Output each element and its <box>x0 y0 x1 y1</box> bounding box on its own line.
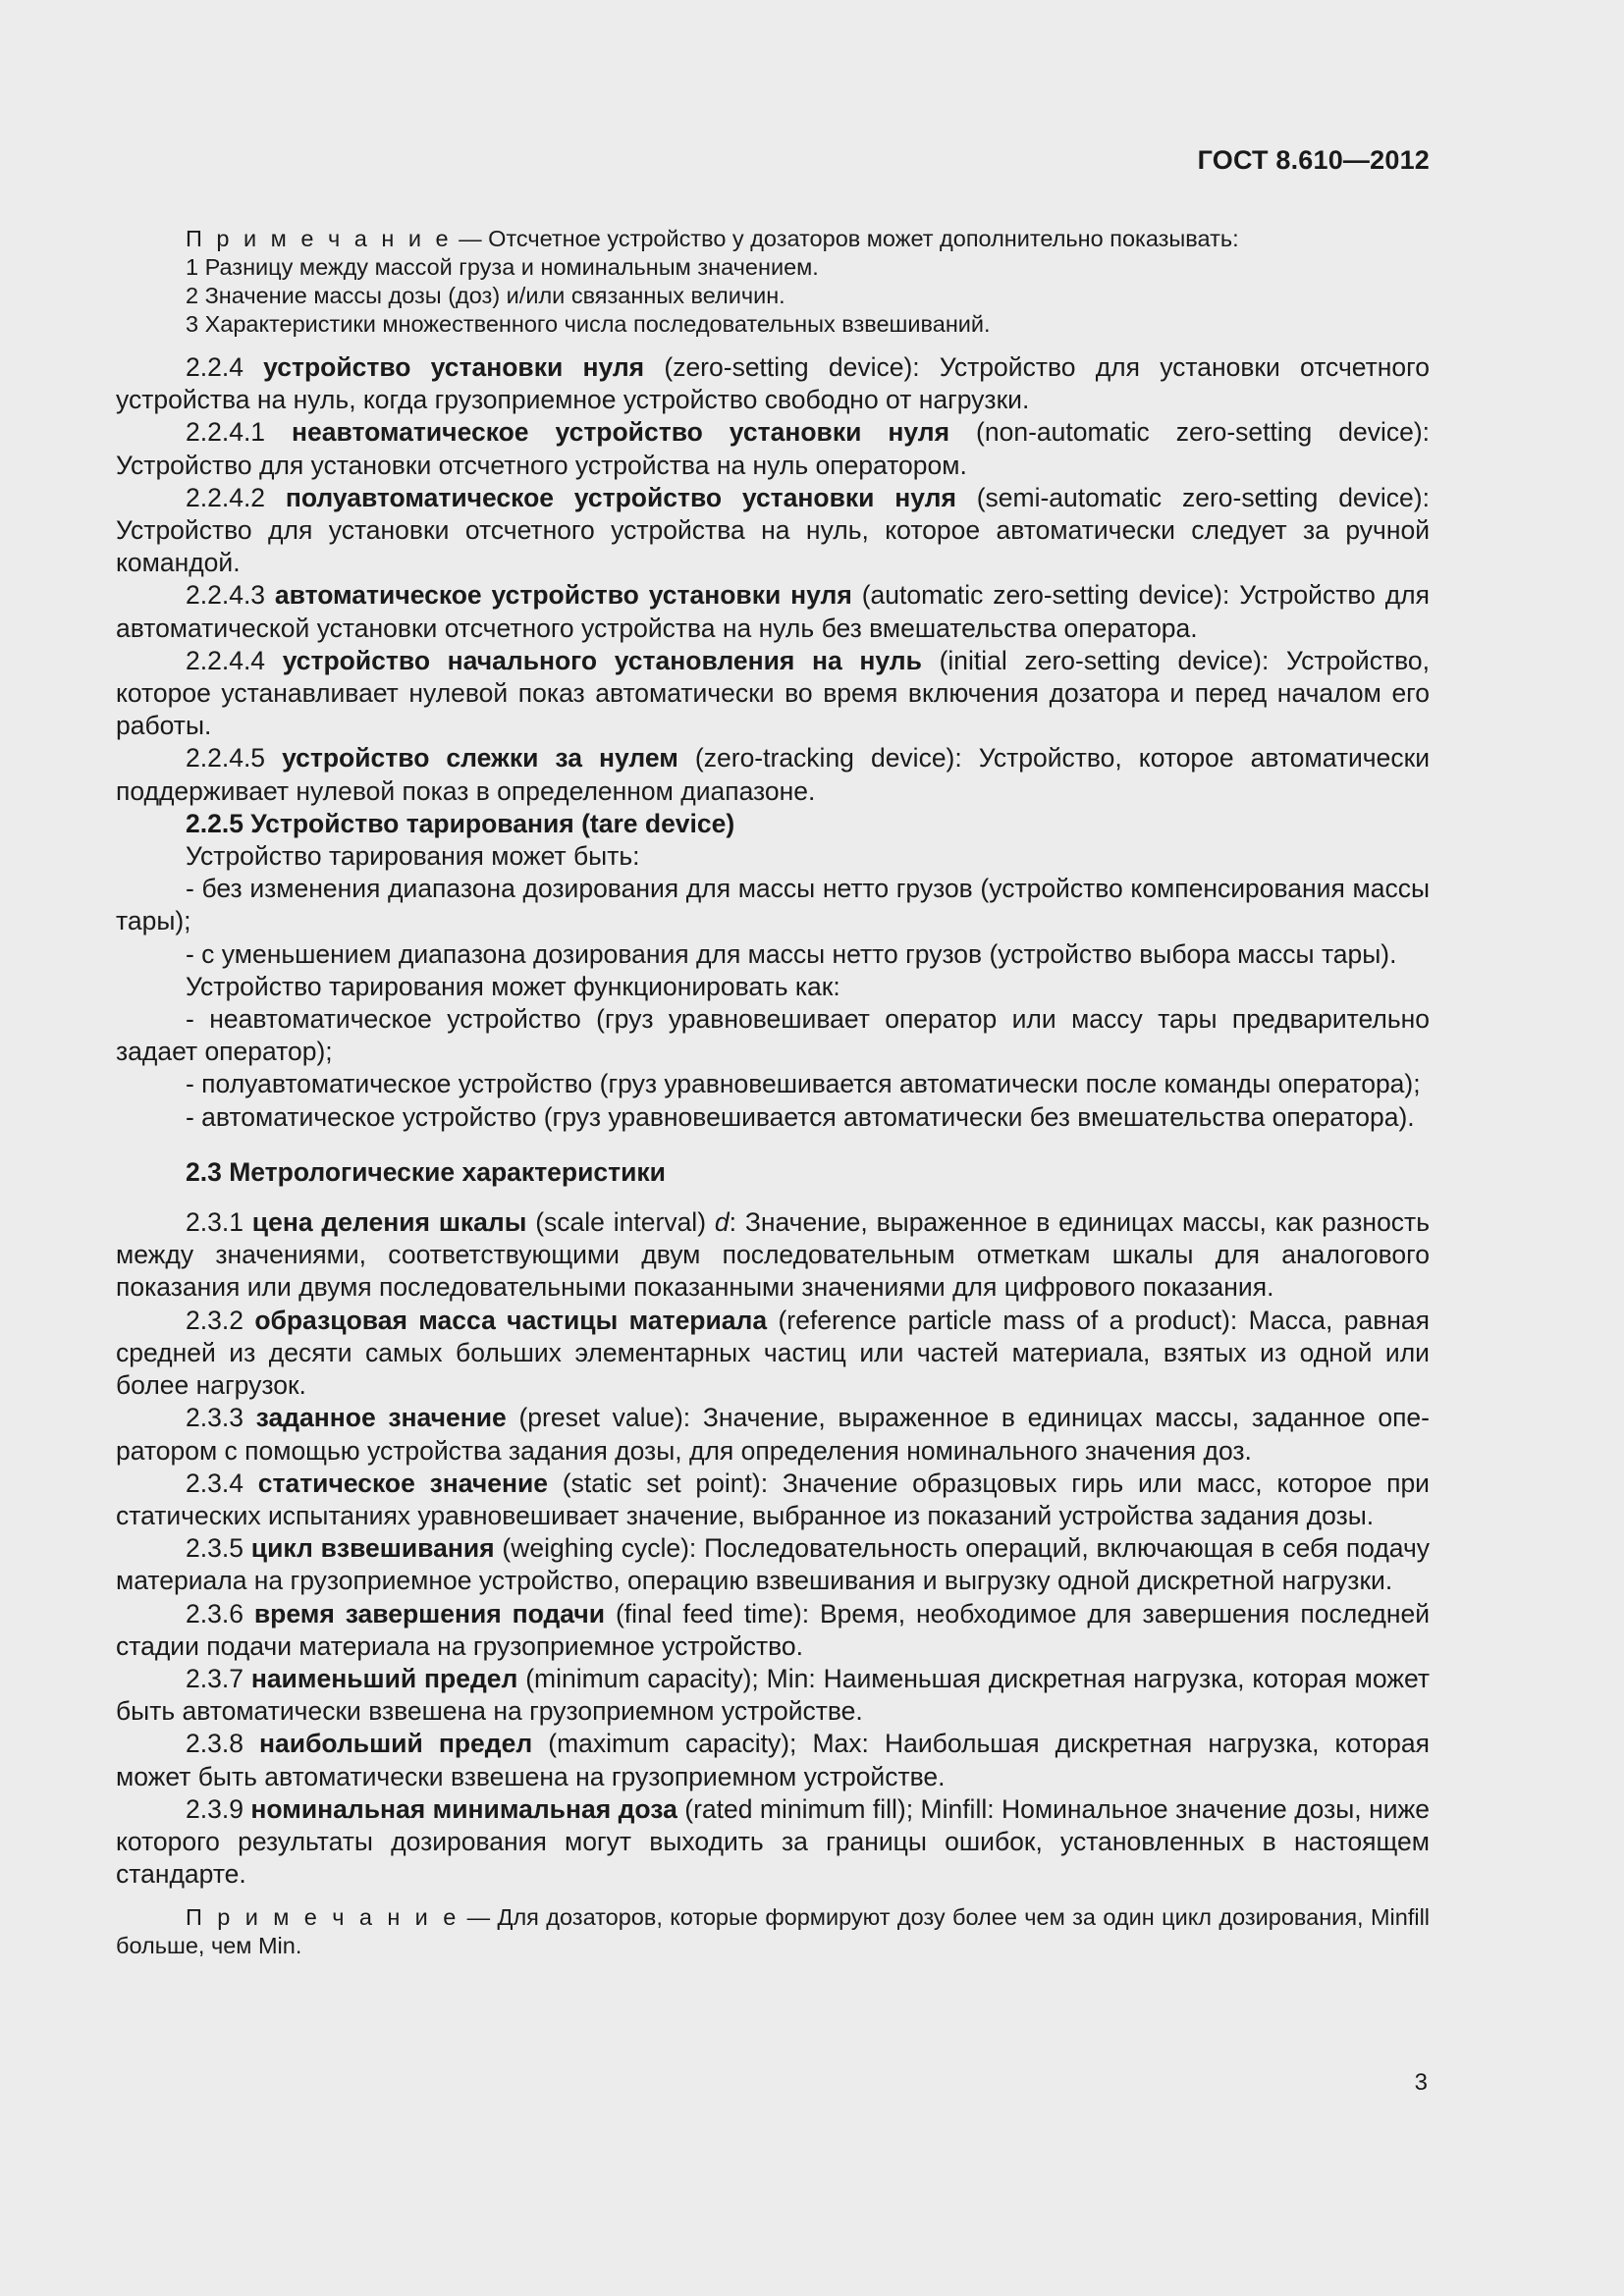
note-item: 2 Значение массы дозы (доз) и/или связанных величин. <box>186 283 785 308</box>
clause-2-2-4: 2.2.4 устройство установки нуля (zero-setting device): Устройство для установки отсчетного устройства на нуль, когда грузоприемное устройство свободно от нагрузки. <box>116 352 1430 415</box>
clause-2-3-5: 2.3.5 цикл взвешивания (weighing cycle): Последовательность операций, включающая в себя подачу материала на грузоприемное устройство, операцию взвешивания и выгрузку одной дискретной нагрузки. <box>116 1533 1430 1596</box>
note-block <box>116 225 1430 339</box>
term: устройство слежки за нулем <box>282 743 678 774</box>
term: заданное значение <box>255 1403 507 1433</box>
clause-2-3-3: 2.3.3 заданное значение (preset value): Значение, выраженное в единицах массы, заданное оператором с помощью устройства задания дозы, для определения номинального значения доз. <box>116 1403 1430 1466</box>
clause-2-3-6: 2.3.6 время завершения подачи (final feed time): Время, необходимое для завершения последней стадии подачи материала на грузоприемное устройство. <box>116 1598 1430 1661</box>
note-label: П р и м е ч а н и е <box>186 226 453 251</box>
list-item: - автоматическое устройство (груз уравновешивается автоматически без вмешательства оператора). <box>186 1101 1415 1132</box>
note-item: 3 Характеристики множественного числа последовательных взвешиваний. <box>186 311 991 337</box>
term: образцовая масса частицы материала <box>254 1305 768 1335</box>
term: номинальная минимальная доза <box>250 1793 677 1824</box>
clause-2-2-5-heading: 2.2.5 Устройство тарирования (tare device) <box>186 808 735 838</box>
term: автоматическое устройство установки нуля <box>274 580 852 611</box>
term: статическое значение <box>257 1468 549 1498</box>
clause-2-3-1: 2.3.1 цена деления шкалы (scale interval) d: Значение, выраженное в единицах массы, как разность между значениями, соответствующими двум последовательным отметкам шкалы для аналогового показания или двумя последовательными показанными значениями для цифрового показания. <box>116 1207 1431 1303</box>
paragraph: Устройство тарирования может быть: <box>186 841 640 872</box>
term: устройство установки нуля <box>263 352 645 382</box>
term: наибольший предел <box>259 1729 533 1759</box>
list-item: - полуавтоматическое устройство (груз уравновешивается автоматически после команды оператора); <box>186 1069 1421 1099</box>
list-item: - с уменьшением диапазона дозирования для массы нетто грузов (устройство выбора массы тары). <box>186 938 1397 969</box>
note-2: П р и м е ч а н и е — Для дозаторов, которые формируют дозу более чем за один цикл дозирования, Minfill больше, чем Min. <box>116 1904 1431 1959</box>
note-label: П р и м е ч а н и е <box>186 1904 460 1931</box>
clause-2-3-7: 2.3.7 наименьший предел (minimum capacity); Min: Наименьшая дискретная нагрузка, которая может быть автоматически взвешена на грузоприемном устройстве. <box>116 1663 1431 1727</box>
term: цена деления шкалы <box>251 1207 527 1238</box>
clause-2-3-8: 2.3.8 наибольший предел (maximum capacity); Max: Наибольшая дискретная нагрузка, которая может быть автоматически взвешена на грузоприемном устройстве. <box>116 1729 1431 1791</box>
clause-2-2-4-4: 2.2.4.4 устройство начального установления на нуль (initial zero-setting device): Устройство, которое устанавливает нулевой показ автоматически во время включения дозатора и перед началом его работы. <box>116 645 1430 741</box>
paragraph: Устройство тарирования может функционировать как: <box>186 971 840 1001</box>
clause-2-2-4-2: 2.2.4.2 полуавтоматическое устройство установки нуля (semi-automatic zero-setting device): Устройство для установки отсчетного устройства на нуль, которое автоматически следует за ручной командой. <box>116 482 1430 578</box>
clause-2-2-4-1: 2.2.4.1 неавтоматическое устройство установки нуля (non-automatic zero-setting device): Устройство для установки отсчетного устройства на нуль оператором. <box>116 417 1431 480</box>
body-text <box>116 225 1430 1960</box>
term: время завершения подачи <box>253 1598 606 1629</box>
symbol: d <box>714 1207 730 1238</box>
clause-2-3-9: 2.3.9 номинальная минимальная доза (rated minimum fill); Minfill: Номинальное значение дозы, ниже которого результаты дозирования могут выходить за границы ошибок, установленных в настоящем стандарте. <box>116 1793 1431 1890</box>
standard-designation: ГОСТ 8.610—2012 <box>1197 145 1430 175</box>
term: устройство начального установления на нуль <box>282 645 922 675</box>
page-number: 3 <box>1414 2069 1428 2096</box>
clause-2-3-2: 2.3.2 образцовая масса частицы материала (reference particle mass of a product): Масса, равная средней из десяти самых больших элементарных частиц или частей материала, взятых из одной или более нагрузок. <box>116 1305 1430 1401</box>
note-item: 1 Разницу между массой груза и номинальным значением. <box>186 254 819 280</box>
list-item: - без изменения диапазона дозирования для массы нетто грузов (устройство компенсирования массы тары); <box>116 874 1430 936</box>
term: цикл взвешивания <box>250 1533 495 1564</box>
list-item: - неавтоматическое устройство (груз уравновешивает оператор или массу тары предварительно задает оператор); <box>116 1004 1430 1067</box>
term: неавтоматическое устройство установки нуля <box>292 417 950 448</box>
clause-2-2-4-3: 2.2.4.3 автоматическое устройство установки нуля (automatic zero-setting device): Устройство для автоматической установки отсчетного устройства на нуль без вмешательства оператора. <box>116 580 1430 643</box>
section-2-3-heading: 2.3 Метрологические характеристики <box>186 1156 666 1187</box>
note-intro: П р и м е ч а н и е — Отсчетное устройство у дозаторов может дополнительно показывать: <box>186 226 1239 251</box>
term: полуавтоматическое устройство установки нуля <box>285 482 956 512</box>
clause-2-2-4-5: 2.2.4.5 устройство слежки за нулем (zero-tracking device): Устройство, которое автоматически поддерживает нулевой показ в определенном диапазоне. <box>116 743 1431 806</box>
term: наименьший предел <box>250 1663 518 1693</box>
clause-2-3-4: 2.3.4 статическое значение (static set point): Значение образцовых гирь или масс, которое при статических испытаниях уравновешивает значение, выбранное из показаний устройства задания дозы. <box>116 1468 1430 1530</box>
